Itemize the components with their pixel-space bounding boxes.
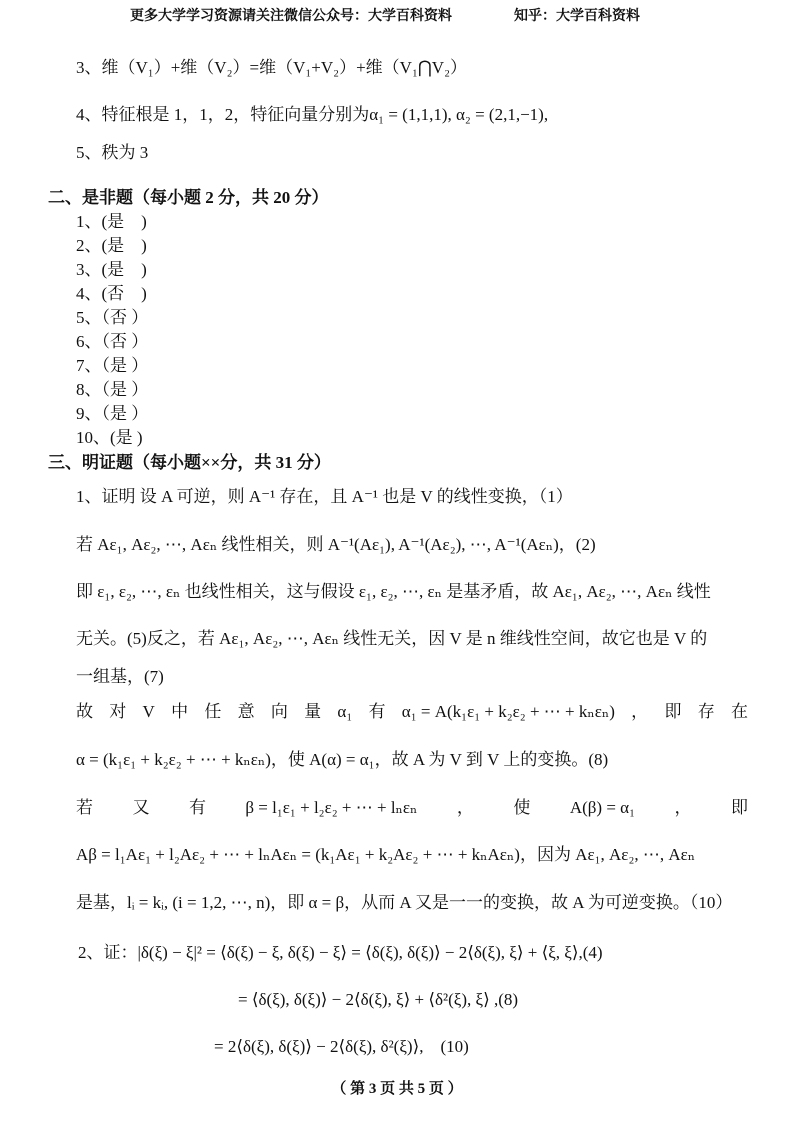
true-false-answer: 5、（否 ） bbox=[76, 308, 149, 327]
true-false-answer: 9、（是 ） bbox=[76, 404, 149, 423]
true-false-answer: 10、(是 ) bbox=[76, 428, 143, 447]
true-false-answer: 7、（是 ） bbox=[76, 356, 149, 375]
answer-4: 4、特征根是 1，1，2，特征向量分别为α₁ = (1,1,1), α₂ = (2,1,−1), bbox=[76, 105, 549, 124]
spread-token: 有 bbox=[368, 702, 386, 721]
spread-token: 存 bbox=[697, 702, 715, 721]
spread-token: 对 bbox=[109, 702, 127, 721]
spread-token: V bbox=[142, 702, 155, 721]
header-right: 知乎：大学百科资料 bbox=[514, 9, 640, 24]
spread-token: α₁ bbox=[337, 702, 353, 721]
true-false-answer: 6、（否 ） bbox=[76, 332, 149, 351]
proof1-line: Aβ = l₁Aε₁ + l₂Aε₂ + ⋯ + lₙAεₙ = (k₁Aε₁ + k₂Aε₂ + ⋯ + kₙAεₙ)，因为 Aε₁, Aε₂, ⋯, Aεₙ bbox=[76, 845, 696, 864]
spread-token: β = l₁ε₁ + l₂ε₂ + ⋯ + lₙεₙ bbox=[245, 798, 418, 817]
proof1-line: 一组基，(7) bbox=[76, 667, 164, 686]
proof1-spread-line bbox=[76, 701, 748, 723]
spread-token: α₁ = A(k₁ε₁ + k₂ε₂ + ⋯ + kₙεₙ) bbox=[401, 702, 615, 721]
spread-token: ， bbox=[674, 798, 692, 817]
spread-token: 故 bbox=[76, 702, 93, 721]
spread-token: 任 bbox=[204, 702, 222, 721]
answer-5: 5、秩为 3 bbox=[76, 143, 149, 162]
spread-token: 若 bbox=[76, 798, 93, 817]
answer-3: 3、维（V₁）+维（V₂）=维（V₁+V₂）+维（V₁⋂V₂） bbox=[76, 58, 468, 77]
true-false-answer: 2、(是 ) bbox=[76, 236, 147, 255]
spread-token: 中 bbox=[171, 702, 189, 721]
spread-token: 在 bbox=[730, 702, 748, 721]
spread-token: 使 bbox=[513, 798, 531, 817]
spread-token: 即 bbox=[730, 798, 748, 817]
spread-token: ， bbox=[456, 798, 474, 817]
proof1-line: 即 ε₁, ε₂, ⋯, εₙ 也线性相关，这与假设 ε₁, ε₂, ⋯, εₙ 是基矛盾，故 Aε₁, Aε₂, ⋯, Aεₙ 线性 bbox=[76, 582, 711, 601]
proof2-line: = ⟨δ(ξ), δ(ξ)⟩ − 2⟨δ(ξ), ξ⟩ + ⟨δ²(ξ), ξ⟩ ,(8) bbox=[238, 990, 519, 1009]
proof1-line: 1、证明 设 A 可逆，则 A⁻¹ 存在，且 A⁻¹ 也是 V 的线性变换，（1） bbox=[76, 487, 573, 506]
spread-token: 量 bbox=[304, 702, 322, 721]
spread-token: 即 bbox=[664, 702, 682, 721]
true-false-answer: 3、(是 ) bbox=[76, 260, 147, 279]
proof1-line: 无关。(5)反之，若 Aε₁, Aε₂, ⋯, Aεₙ 线性无关，因 V 是 n 维线性空间，故它也是 V 的 bbox=[76, 629, 708, 648]
proof1-line: 若 Aε₁, Aε₂, ⋯, Aεₙ 线性相关，则 A⁻¹(Aε₁), A⁻¹(Aε₂), ⋯, A⁻¹(Aεₙ)，(2) bbox=[76, 535, 596, 554]
proof2-line: 2、证：|δ(ξ) − ξ|² = ⟨δ(ξ) − ξ, δ(ξ) − ξ⟩ = ⟨δ(ξ), δ(ξ)⟩ − 2⟨δ(ξ), ξ⟩ + ⟨ξ, ξ⟩,(4) bbox=[78, 943, 603, 962]
proof2-line: = 2⟨δ(ξ), δ(ξ)⟩ − 2⟨δ(ξ), δ²(ξ)⟩, (10) bbox=[214, 1037, 469, 1056]
true-false-answer: 4、(否 ) bbox=[76, 284, 147, 303]
section-3-title: 三、明证题（每小题××分，共 31 分） bbox=[48, 453, 331, 472]
section-2-title: 二、是非题（每小题 2 分，共 20 分） bbox=[48, 188, 329, 207]
true-false-answer: 1、(是 ) bbox=[76, 212, 147, 231]
spread-token: 意 bbox=[237, 702, 255, 721]
header-left: 更多大学学习资源请关注微信公众号：大学百科资料 bbox=[130, 9, 452, 24]
spread-token: 又 bbox=[132, 798, 150, 817]
spread-token: ， bbox=[631, 702, 649, 721]
proof1-line: α = (k₁ε₁ + k₂ε₂ + ⋯ + kₙεₙ)，使 A(α) = α₁，故 A 为 V 到 V 上的变换。(8) bbox=[76, 750, 609, 769]
spread-token: 向 bbox=[270, 702, 288, 721]
spread-token: 有 bbox=[188, 798, 206, 817]
page-footer: （ 第 3 页 共 5 页 ） bbox=[331, 1081, 463, 1097]
true-false-answer: 8、（是 ） bbox=[76, 380, 149, 399]
spread-token: A(β) = α₁ bbox=[569, 798, 635, 817]
proof1-spread-line bbox=[76, 797, 748, 819]
proof1-line: 是基，lᵢ = kᵢ, (i = 1,2, ⋯, n)，即 α = β，从而 A 又是一一的变换，故 A 为可逆变换。（10） bbox=[76, 893, 733, 912]
